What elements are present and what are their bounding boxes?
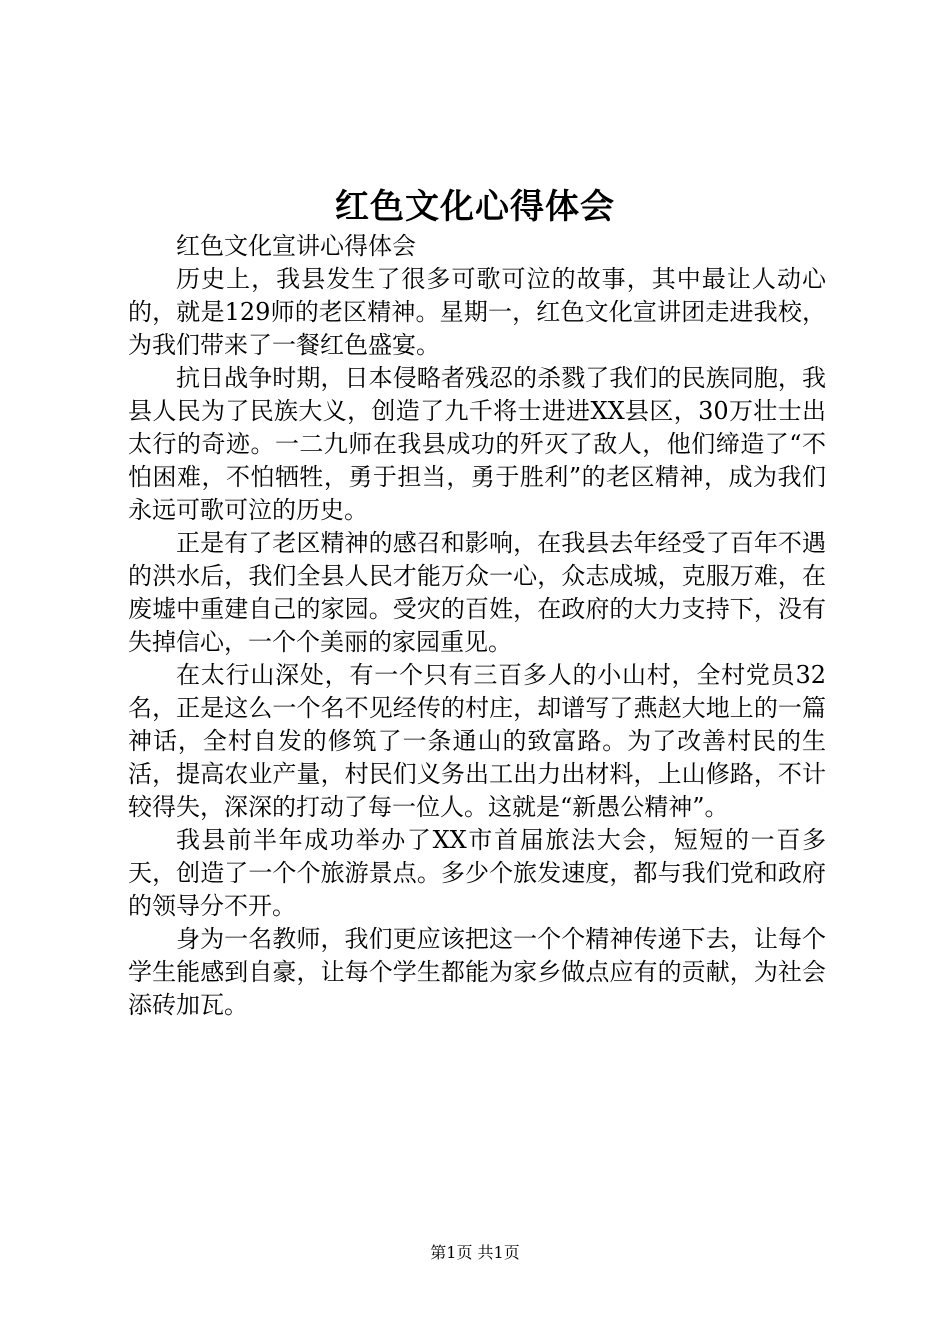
paragraph: 正是有了老区精神的感召和影响，在我县去年经受了百年不遇的洪水后，我们全县人民才能万众一心，众志成城，克服万难，在废墟中重建自己的家园。受灾的百姓，在政府的大力支持下，没有失掉信心，一个个美丽的家园重见。 [128,529,826,656]
paragraph: 身为一名教师，我们更应该把这一个个精神传递下去，让每个学生能感到自豪，让每个学生都能为家乡做点应有的贡献，为社会添砖加瓦。 [128,925,826,1019]
paragraph: 抗日战争时期，日本侵略者残忍的杀戮了我们的民族同胞，我县人民为了民族大义，创造了九千将士进进XX县区，30万壮士出太行的奇迹。一二九师在我县成功的歼灭了敌人，他们缔造了“不怕困难，不怕牺牲，勇于担当，勇于胜利”的老区精神，成为我们永远可歌可泣的历史。 [128,364,826,524]
paragraph-subtitle: 红色文化宣讲心得体会 [176,232,416,260]
document-title: 红色文化心得体会 [335,187,615,227]
paragraph: 在太行山深处，有一个只有三百多人的小山村，全村党员32名，正是这么一个名不见经传的村庄，却谱写了燕赵大地上的一篇神话，全村自发的修筑了一条通山的致富路。为了改善村民的生活，提高农业产量，村民们义务出工出力出材料，上山修路，不计较得失，深深的打动了每一位人。这就是“新愚公精神”。 [128,661,826,821]
paragraph: 我县前半年成功举办了XX市首届旅法大会，短短的一百多天，创造了一个个旅游景点。多少个旅发速度，都与我们党和政府的领导分不开。 [128,826,826,920]
page-footer: 第1页 共1页 [430,1243,520,1262]
paragraph: 历史上，我县发生了很多可歌可泣的故事，其中最让人动心的，就是129师的老区精神。星期一，红色文化宣讲团走进我校，为我们带来了一餐红色盛宴。 [128,265,826,359]
document-body [128,230,826,1022]
